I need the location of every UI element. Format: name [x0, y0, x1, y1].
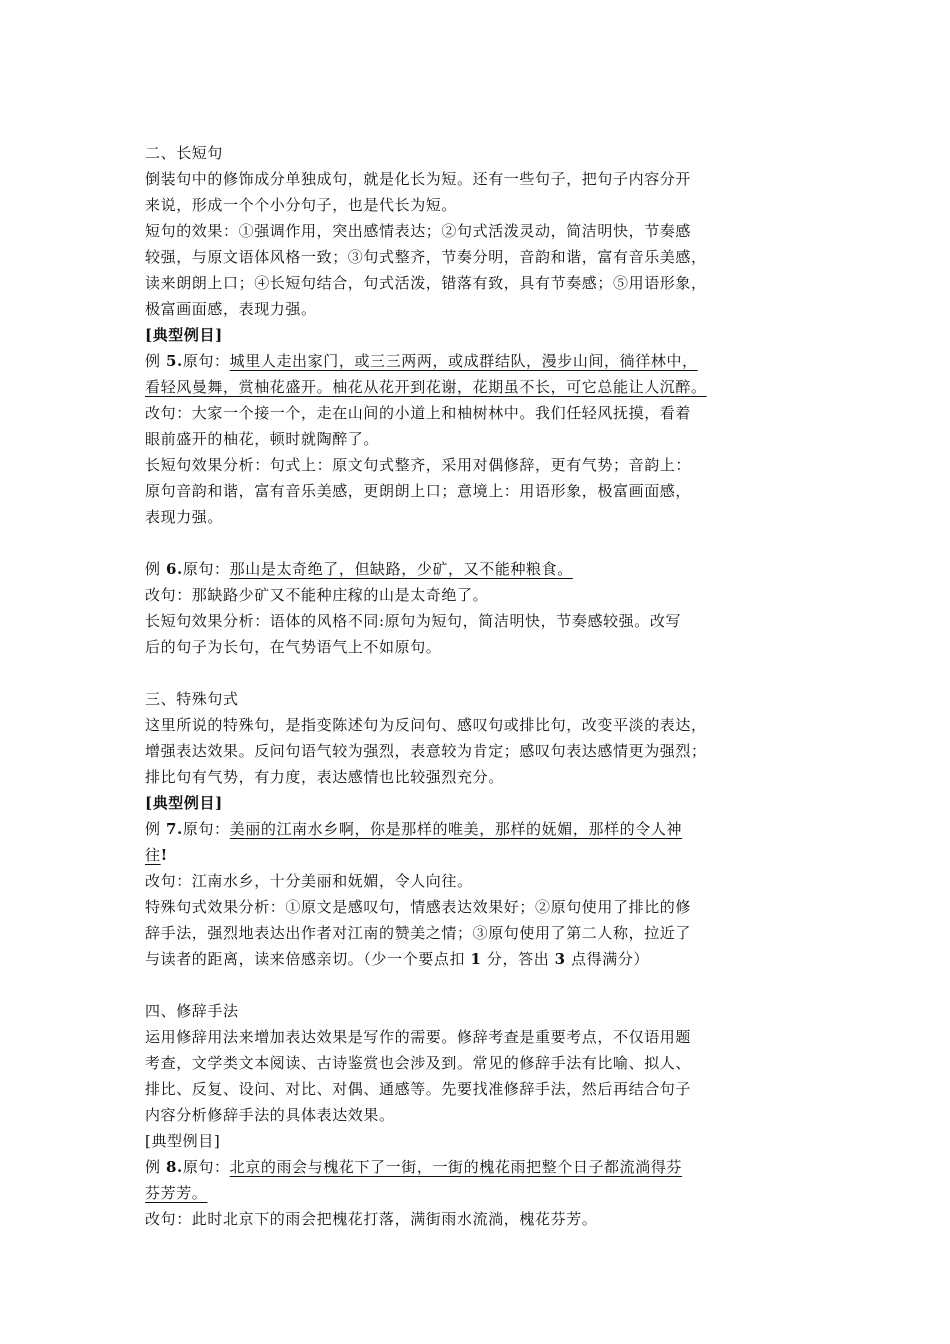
- original-sentence: 那山是太奇绝了，但缺路，少矿，又不能种粮食。: [229, 560, 573, 578]
- analysis-line: 特殊句式效果分析：①原文是感叹句，情感表达效果好；②原句使用了排比的修: [145, 898, 692, 916]
- example-8-original: [145, 1154, 815, 1180]
- example-number: 7.: [165, 820, 183, 838]
- analysis-line: [145, 946, 815, 972]
- original-sentence: 芬芳芳。: [145, 1184, 208, 1202]
- analysis-line: 长短句效果分析：句式上：原文句式整齐，采用对偶修辞，更有气势；音韵上：: [145, 456, 692, 474]
- example-7-original-cont: [145, 842, 815, 868]
- original-label: 原句：: [182, 352, 230, 370]
- original-label: 原句：: [182, 1158, 230, 1176]
- example-prefix: 例: [145, 560, 161, 578]
- paragraph-line: 极富画面感，表现力强。: [145, 300, 317, 318]
- original-sentence: 看轻风曼舞，赏柚花盛开。柚花从花开到花谢，花期虽不长，可它总能让人沉醉。: [145, 378, 707, 396]
- example-8-original-cont: [145, 1180, 815, 1206]
- example-number: 8.: [165, 1158, 183, 1176]
- spacer: [145, 530, 815, 556]
- revised-sentence: 改句：大家一个接一个，走在山间的小道上和柚树林中。我们任轻风抚摸，看着: [145, 404, 692, 422]
- example-prefix: 例: [145, 820, 161, 838]
- paragraph-line: 来说，形成一个个小分句子，也是代长为短。: [145, 196, 458, 214]
- spacer: [145, 660, 815, 686]
- example-5-original-cont: [145, 374, 815, 400]
- analysis-line: 原句音韵和谐，富有音乐美感，更朗朗上口；意境上：用语形象，极富画面感，: [145, 482, 692, 500]
- document-content: [145, 140, 815, 1232]
- original-sentence: 往: [145, 846, 161, 864]
- paragraph-line: 这里所说的特殊句，是指变陈述句为反问句、感叹句或排比句，改变平淡的表达，: [145, 716, 707, 734]
- examples-label: [典型例目]: [145, 794, 223, 812]
- analysis-text: 分，答出: [481, 950, 555, 968]
- paragraph-line: 考查，文学类文本阅读、古诗鉴赏也会涉及到。常见的修辞手法有比喻、拟人、: [145, 1054, 692, 1072]
- example-number: 6.: [165, 560, 183, 578]
- examples-label: [典型例目]: [145, 326, 223, 344]
- analysis-text: 与读者的距离，读来倍感亲切。（少一个要点扣: [145, 950, 471, 968]
- analysis-line: 表现力强。: [145, 508, 224, 526]
- original-sentence: 城里人走出家门，或三三两两，或成群结队，漫步山间，徜徉林中，: [229, 352, 698, 370]
- example-5-original: [145, 348, 815, 374]
- original-label: 原句：: [182, 820, 230, 838]
- spacer: [145, 972, 815, 998]
- analysis-number: 1: [470, 950, 482, 968]
- paragraph-line: 排比句有气势，有力度，表达感情也比较强烈充分。: [145, 768, 504, 786]
- original-sentence: 美丽的江南水乡啊，你是那样的唯美，那样的妩媚，那样的令人神: [229, 820, 683, 838]
- revised-sentence: 改句：那缺路少矿又不能种庄稼的山是太奇绝了。: [145, 586, 489, 604]
- exclamation-mark: !: [160, 846, 168, 864]
- analysis-number: 3: [554, 950, 566, 968]
- revised-sentence: 改句：此时北京下的雨会把槐花打落，满街雨水流淌，槐花芬芳。: [145, 1210, 598, 1228]
- example-prefix: 例: [145, 352, 161, 370]
- paragraph-line: 短句的效果：①强调作用，突出感情表达；②句式活泼灵动，简洁明快，节奏感: [145, 222, 692, 240]
- section-heading-2: 二、长短句: [145, 144, 224, 162]
- paragraph-line: 读来朗朗上口；④长短句结合，句式活泼，错落有致，具有节奏感；⑤用语形象，: [145, 274, 707, 292]
- example-7-original: [145, 816, 815, 842]
- paragraph-line: 倒装句中的修饰成分单独成句，就是化长为短。还有一些句子，把句子内容分开: [145, 170, 692, 188]
- original-label: 原句：: [182, 560, 230, 578]
- examples-label: [典型例目]: [145, 1132, 221, 1150]
- analysis-line: 辞手法，强烈地表达出作者对江南的赞美之情；③原句使用了第二人称，拉近了: [145, 924, 692, 942]
- paragraph-line: 排比、反复、设问、对比、对偶、通感等。先要找准修辞手法，然后再结合句子: [145, 1080, 692, 1098]
- example-prefix: 例: [145, 1158, 161, 1176]
- example-6-original: [145, 556, 815, 582]
- section-heading-4: 四、修辞手法: [145, 1002, 239, 1020]
- paragraph-line: 较强，与原文语体风格一致；③句式整齐，节奏分明，音韵和谐，富有音乐美感，: [145, 248, 707, 266]
- analysis-text: 点得满分）: [565, 950, 650, 968]
- revised-sentence: 眼前盛开的柚花，顿时就陶醉了。: [145, 430, 380, 448]
- paragraph-line: 增强表达效果。反问句语气较为强烈，表意较为肯定；感叹句表达感情更为强烈；: [145, 742, 707, 760]
- original-sentence: 北京的雨会与槐花下了一街，一街的槐花雨把整个日子都流淌得芬: [229, 1158, 683, 1176]
- paragraph-line: 内容分析修辞手法的具体表达效果。: [145, 1106, 395, 1124]
- analysis-line: 后的句子为长句，在气势语气上不如原句。: [145, 638, 442, 656]
- analysis-line: 长短句效果分析：语体的风格不同:原句为短句，简洁明快，节奏感较强。改写: [145, 612, 682, 630]
- revised-sentence: 改句：江南水乡，十分美丽和妩媚，令人向往。: [145, 872, 473, 890]
- example-number: 5.: [165, 352, 183, 370]
- section-heading-3: 三、特殊句式: [145, 690, 239, 708]
- paragraph-line: 运用修辞用法来增加表达效果是写作的需要。修辞考查是重要考点，不仅语用题: [145, 1028, 692, 1046]
